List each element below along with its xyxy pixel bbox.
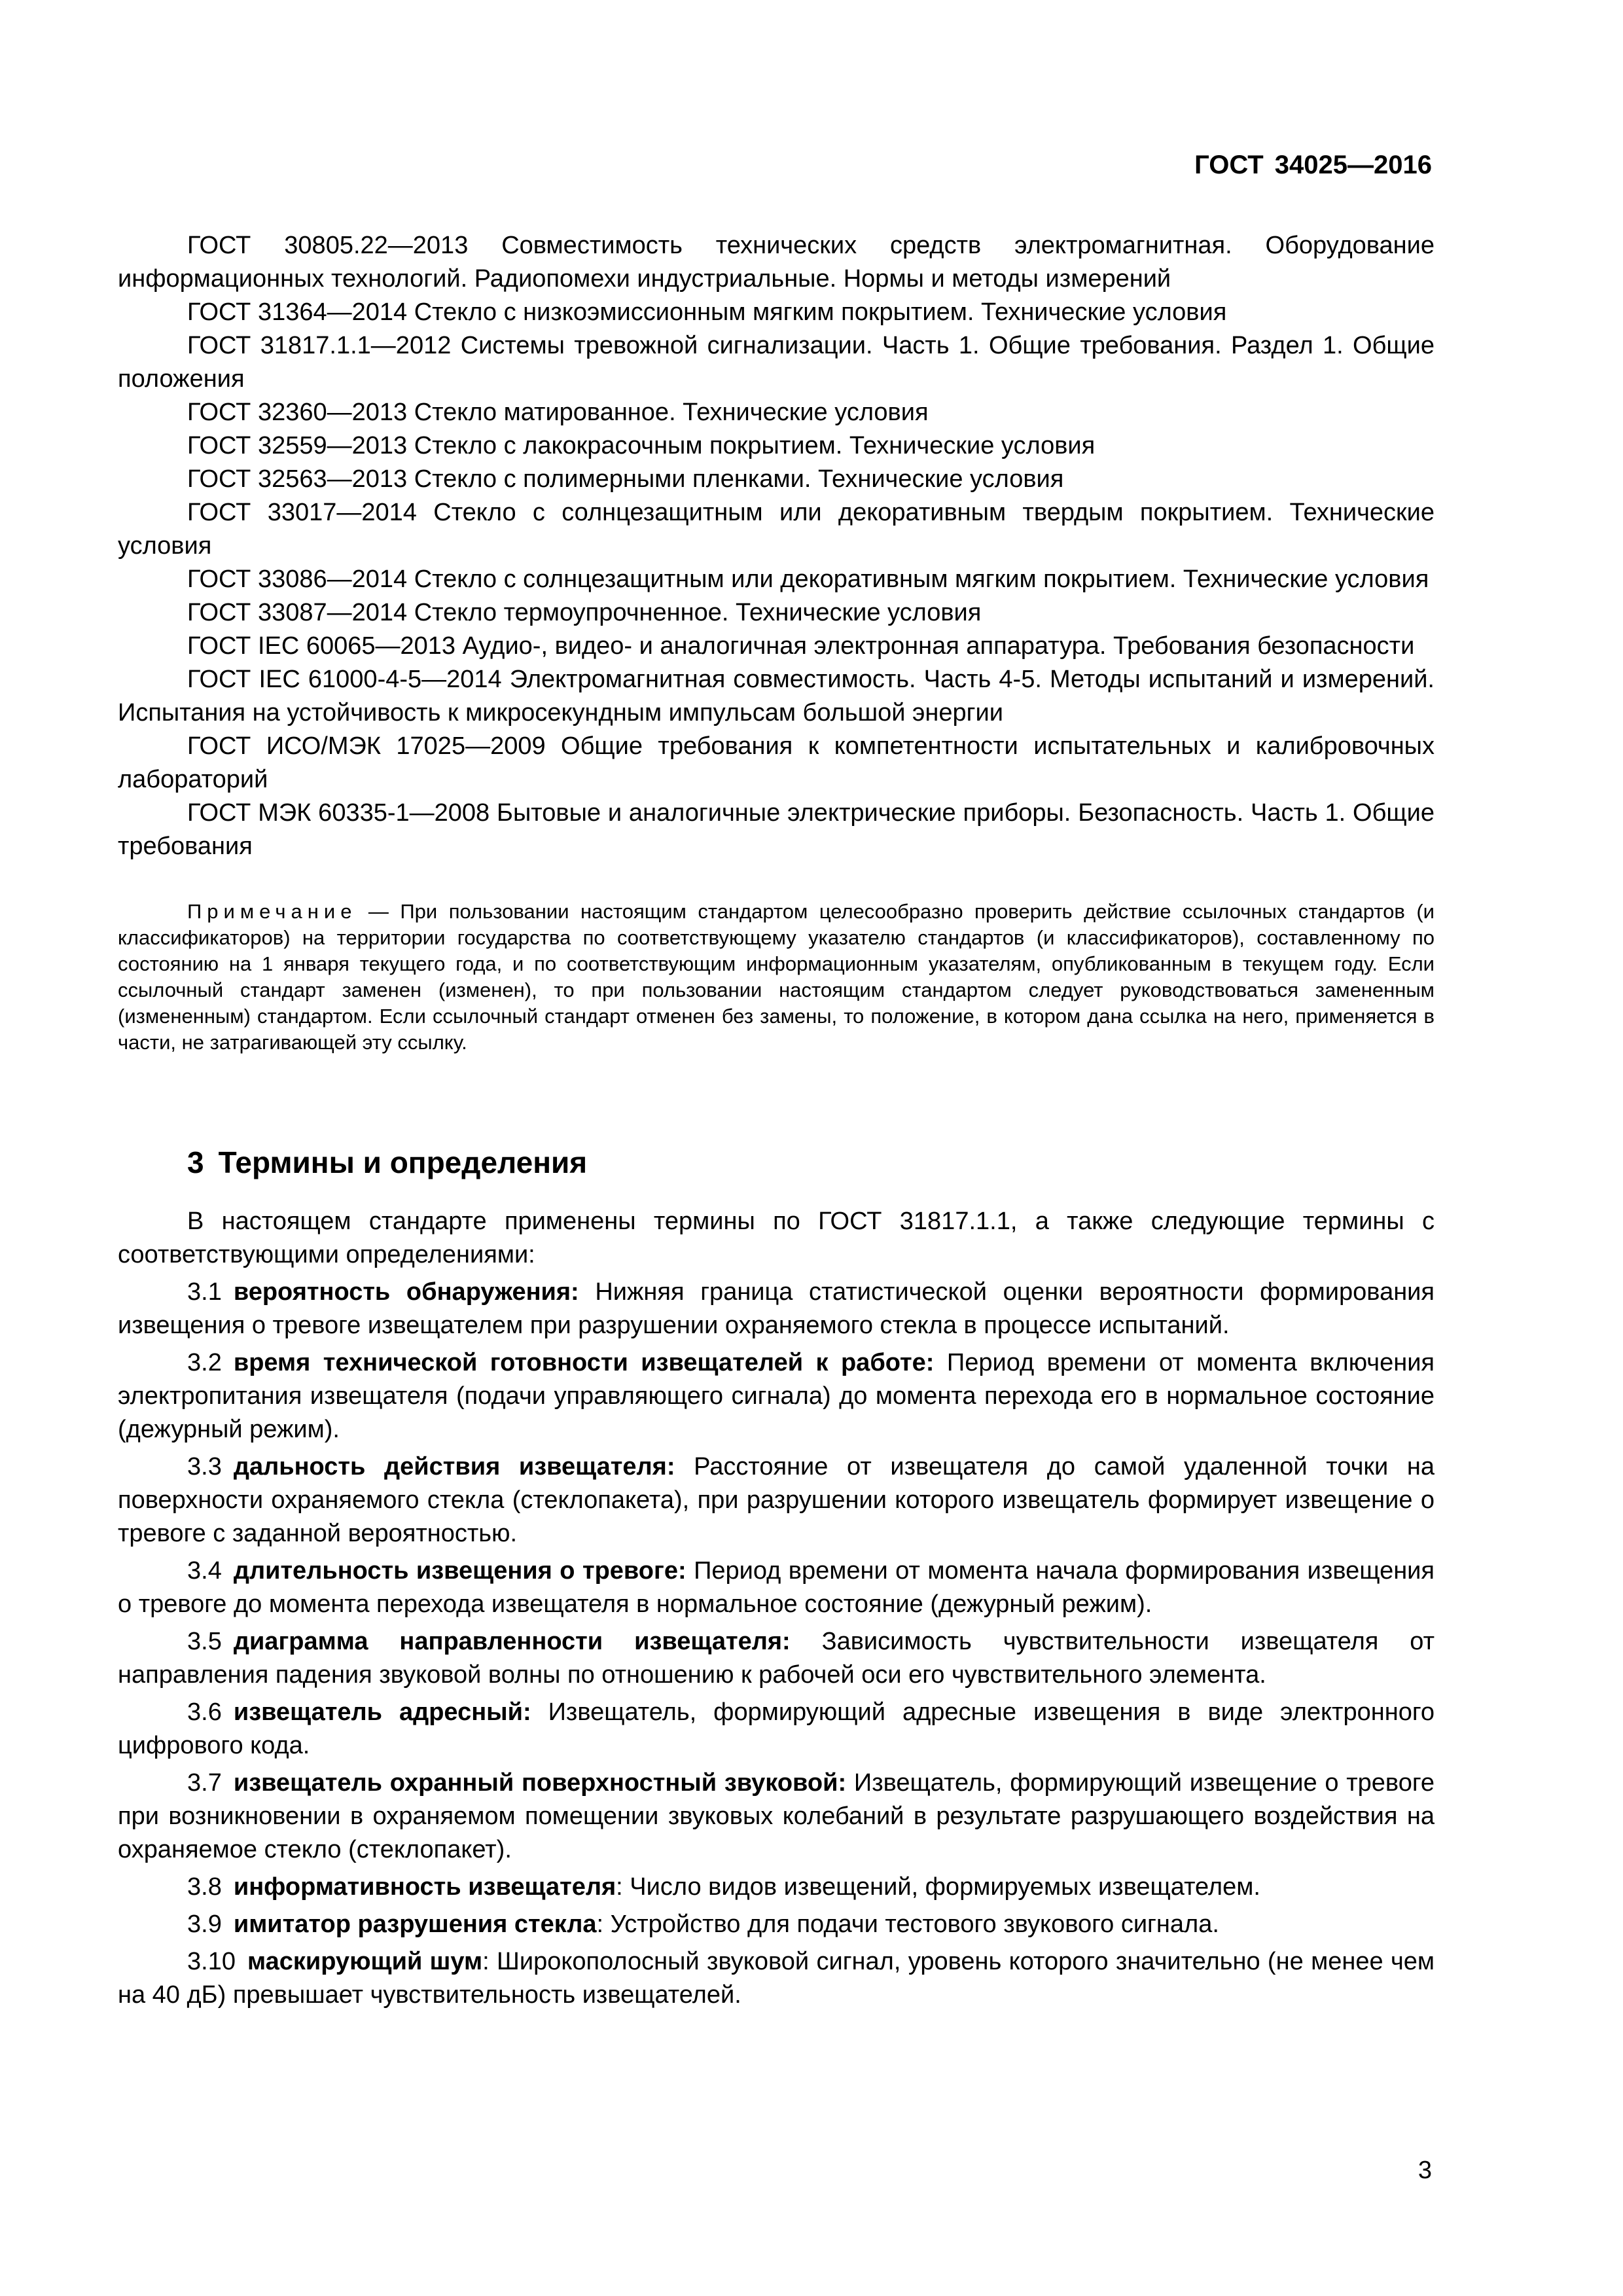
reference-item: ГОСТ 31364—2014 Стекло с низкоэмиссионным мягким покрытием. Технические условия [187,298,1227,326]
term-definition: : Число видов извещений, формируемых извещателем. [616,1873,1260,1901]
term-entry [118,1346,1435,1446]
page-content [118,229,1435,2016]
term-definition: Период времени от момента начала формирования извещения о тревоге до момента перехода извещателя в нормальное состояние (дежурный режим). [118,1557,1435,1618]
term-entry [118,1554,1435,1621]
term-number: 3.9 [187,1910,222,1938]
term-definition: : Устройство для подачи тестового звукового сигнала. [596,1910,1219,1938]
reference-item: ГОСТ 31817.1.1—2012 Системы тревожной сигнализации. Часть 1. Общие требования. Раздел 1. Общие положения [118,332,1435,393]
term-name: диаграмма направленности извещателя: [233,1628,791,1655]
term-number: 3.8 [187,1873,222,1901]
reference-item: ГОСТ 32360—2013 Стекло матированное. Технические условия [187,399,929,426]
term-entry [118,1450,1435,1551]
term-definition: Извещатель, формирующий извещение о тревоге при возникновении в охраняемом помещении звуковых колебаний в результате разрушающего воздействия на охраняемое стекло (стеклопакет). [118,1769,1435,1863]
term-entry [118,1871,1435,1904]
section-heading [118,1145,1435,1180]
term-name: маскирующий шум [247,1948,483,1975]
reference-item: ГОСТ 33087—2014 Стекло термоупрочненное. Технические условия [187,599,982,626]
term-number: 3.2 [187,1349,222,1376]
reference-item: ГОСТ IEC 61000-4-5—2014 Электромагнитная совместимость. Часть 4-5. Методы испытаний и измерений. Испытания на устойчивость к микросекундным импульсам большой энергии [118,666,1435,726]
section-title: Термины и определения [218,1145,588,1179]
term-entry [118,1625,1435,1692]
term-name: длительность извещения о тревоге: [233,1557,687,1585]
reference-item: ГОСТ 32563—2013 Стекло с полимерными пленками. Технические условия [187,465,1064,493]
term-number: 3.6 [187,1698,222,1726]
term-name: вероятность обнаружения: [233,1278,579,1306]
term-number: 3.7 [187,1769,222,1797]
page-number: 3 [1418,2157,1432,2184]
term-entry [118,1945,1435,2012]
term-definition: Зависимость чувствительности извещателя от направления падения звуковой волны по отношению к рабочей оси его чувствительного элемента. [118,1628,1435,1689]
term-number: 3.3 [187,1453,222,1480]
section-intro: В настоящем стандарте применены термины по ГОСТ 31817.1.1, а также следующие термины с соответствующими определениями: [118,1208,1435,1268]
note-label: Примечание [187,900,357,923]
references-list [118,229,1435,863]
reference-item: ГОСТ 33017—2014 Стекло с солнцезащитным или декоративным твердым покрытием. Технические условия [118,499,1435,560]
section-number: 3 [187,1145,204,1179]
term-entry [118,1908,1435,1941]
term-definition: Период времени от момента включения электропитания извещателя (подачи управляющего сигнала) до момента перехода его в нормальное состояние (дежурный режим). [118,1349,1435,1443]
term-definition: Извещатель, формирующий адресные извещения в виде электронного цифрового кода. [118,1698,1435,1759]
term-name: дальность действия извещателя: [233,1453,675,1480]
note-text: — При пользовании настоящим стандартом целесообразно проверить действие ссылочных стандартов (и классификаторов) на территории государства по соответствующему указателю стандартов (и классификаторов), составленному по состоянию на 1 января текущего года, и по соответствующим информационным указателям, опубликованным в текущем году. Если ссылочный стандарт заменен (изменен), то при пользовании настоящим стандартом следует руководствоваться замененным (измененным) стандартом. Если ссылочный стандарт отменен без замены, то положение, в котором дана ссылка на него, применяется в части, не затрагивающей эту ссылку. [118,900,1435,1054]
term-definition: : Широкополосный звуковой сигнал, уровень которого значительно (не менее чем на 40 дБ) превышает чувствительность извещателей. [118,1948,1435,2009]
reference-item: ГОСТ МЭК 60335-1—2008 Бытовые и аналогичные электрические приборы. Безопасность. Часть 1. Общие требования [118,799,1435,860]
term-name: имитатор разрушения стекла [233,1910,597,1938]
term-definition: Нижняя граница статистической оценки вероятности формирования извещения о тревоге извещателем при разрушении охраняемого стекла в процессе испытаний. [118,1278,1435,1339]
reference-item: ГОСТ 32559—2013 Стекло с лакокрасочным покрытием. Технические условия [187,432,1096,459]
term-number: 3.1 [187,1278,222,1306]
term-number: 3.4 [187,1557,222,1585]
reference-item: ГОСТ 33086—2014 Стекло с солнцезащитным или декоративным мягким покрытием. Технические условия [187,565,1429,593]
term-entry [118,1767,1435,1867]
term-name: время технической готовности извещателей к работе: [233,1349,935,1376]
reference-item: ГОСТ ИСО/МЭК 17025—2009 Общие требования к компетентности испытательных и калибровочных лабораторий [118,732,1435,793]
note-paragraph [118,899,1435,1056]
standard-header: ГОСТ 34025—2016 [1194,151,1432,179]
reference-item: ГОСТ IEC 60065—2013 Аудио-, видео- и аналогичная электронная аппаратура. Требования безопасности [187,632,1415,660]
term-name: извещатель адресный: [233,1698,531,1726]
term-entry [118,1276,1435,1342]
term-name: информативность извещателя [233,1873,616,1901]
term-number: 3.5 [187,1628,222,1655]
term-definition: Расстояние от извещателя до самой удаленной точки на поверхности охраняемого стекла (стеклопакета), при разрушении которого извещатель формирует извещение о тревоге с заданной вероятностью. [118,1453,1435,1547]
term-name: извещатель охранный поверхностный звуковой: [233,1769,847,1797]
term-number: 3.10 [187,1948,236,1975]
reference-item: ГОСТ 30805.22—2013 Совместимость технических средств электромагнитная. Оборудование информационных технологий. Радиопомехи индустриальные. Нормы и методы измерений [118,232,1435,293]
term-entry [118,1696,1435,1763]
